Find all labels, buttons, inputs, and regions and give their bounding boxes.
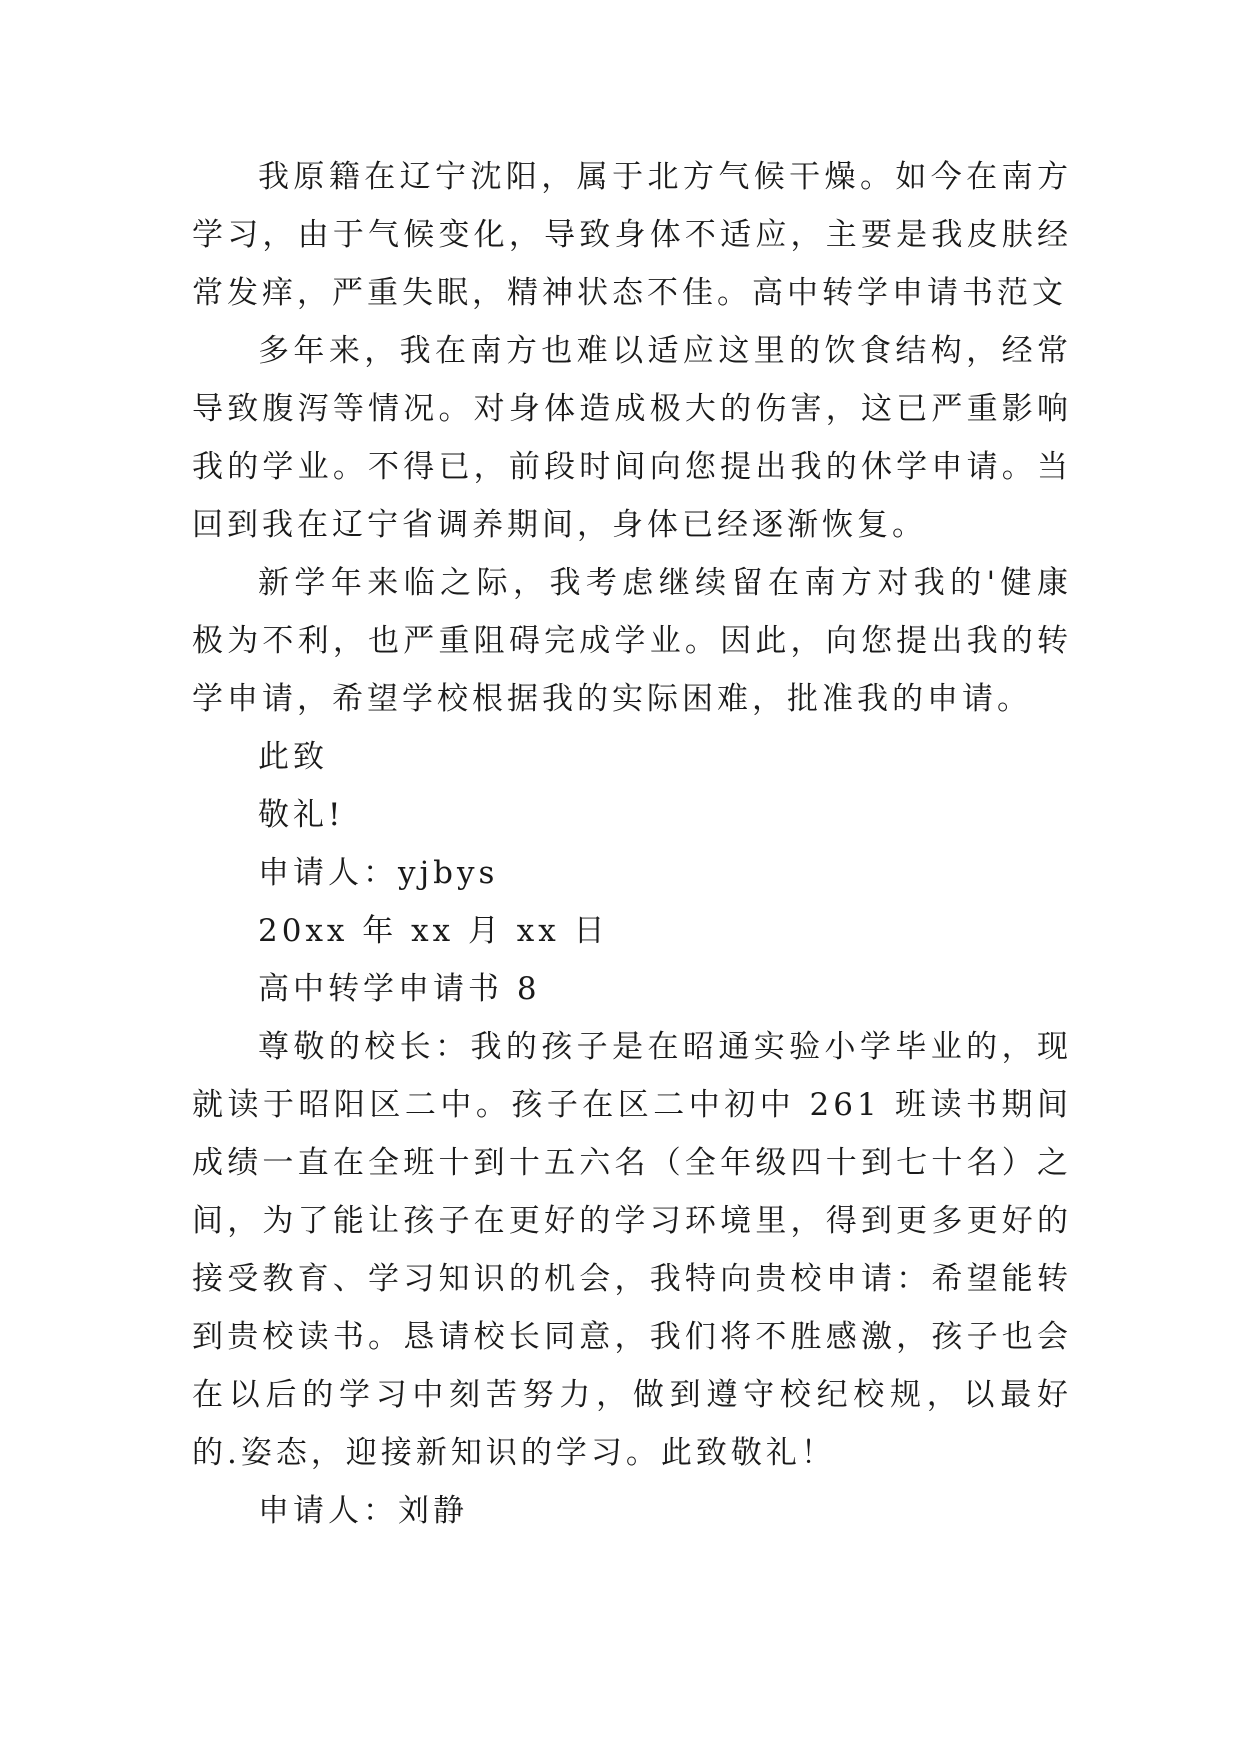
- paragraph-climate: 我原籍在辽宁沈阳，属于北方气候干燥。如今在南方学习，由于气候变化，导致身体不适应，主要是我皮肤经常发痒，严重失眠，精神状态不佳。高中转学申请书范文: [192, 159, 1072, 311]
- paragraph-principal-request: 尊敬的校长：我的孩子是在昭通实验小学毕业的，现就读于昭阳区二中。孩子在区二中初中 261 班读书期间成绩一直在全班十到十五六名（全年级四十到七十名）之间，为了能让孩子在更好的学习环境里，得到更多更好的接受教育、学习知识的机会，我特向贵校申请：希望能转到贵校读书。恳请校长同意，我们将不胜感激，孩子也会在以后的学习中刻苦努力，做到遵守校纪校规，以最好的.姿态，迎接新知识的学习。此致敬礼！: [192, 1029, 1072, 1471]
- closing-regards: 敬礼!: [258, 797, 345, 833]
- applicant-signature: 申请人：yjbys: [258, 855, 499, 891]
- letter-date: 20xx 年 xx 月 xx 日: [258, 913, 609, 949]
- paragraph-diet: 多年来，我在南方也难以适应这里的饮食结构，经常导致腹泻等情况。对身体造成极大的伤害，这已严重影响我的学业。不得已，前段时间向您提出我的休学申请。当回到我在辽宁省调养期间，身体已经逐渐恢复。: [192, 333, 1072, 543]
- section-title: 高中转学申请书 8: [258, 971, 541, 1007]
- closing-salutation: 此致: [258, 739, 328, 775]
- letter-body: [192, 148, 1072, 1540]
- paragraph-request: 新学年来临之际，我考虑继续留在南方对我的'健康极为不利，也严重阻碍完成学业。因此，向您提出我的转学申请，希望学校根据我的实际困难，批准我的申请。: [192, 565, 1072, 717]
- applicant-signature-2: 申请人：刘静: [258, 1493, 468, 1529]
